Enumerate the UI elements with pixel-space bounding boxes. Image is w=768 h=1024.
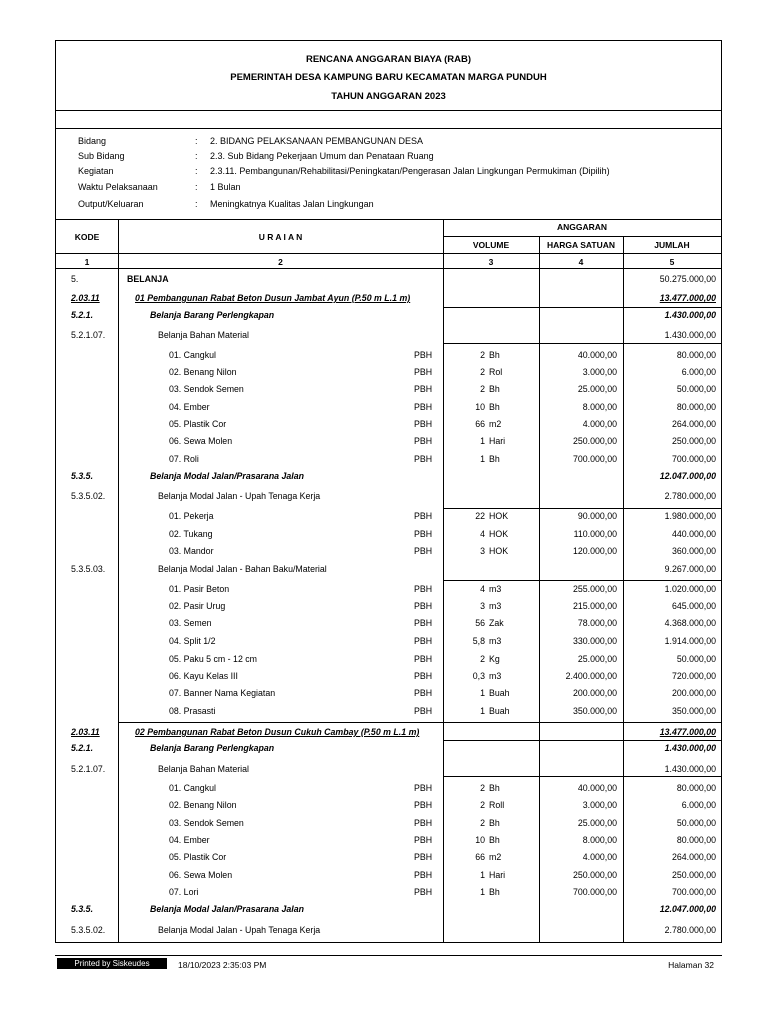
row-uraian: BELANJA <box>127 274 169 284</box>
row-uraian: Belanja Barang Perlengkapan <box>150 310 275 320</box>
divider <box>56 253 721 254</box>
row-jumlah: 80.000,00 <box>676 402 716 412</box>
header-uraian: U R A I A N <box>258 232 303 242</box>
row-jumlah: 1.020.000,00 <box>664 584 716 594</box>
row-satuan: PBH <box>414 601 433 611</box>
row-unit: Bh <box>489 350 500 360</box>
row-jumlah: 720.000,00 <box>671 671 716 681</box>
info-label: Kegiatan <box>78 166 114 176</box>
row-uraian: Belanja Bahan Material <box>158 764 249 774</box>
row-unit: m3 <box>489 584 502 594</box>
row-uraian: 06. Kayu Kelas III <box>169 671 238 681</box>
row-uraian: 02. Pasir Urug <box>169 601 226 611</box>
row-harga-satuan: 4.000,00 <box>582 852 617 862</box>
row-harga-satuan: 250.000,00 <box>572 436 617 446</box>
row-unit: m3 <box>489 601 502 611</box>
row-uraian: 01. Pasir Beton <box>169 584 230 594</box>
row-jumlah: 264.000,00 <box>671 852 716 862</box>
row-jumlah: 1.430.000,00 <box>664 764 716 774</box>
row-volume: 22 <box>475 511 485 521</box>
row-jumlah: 9.267.000,00 <box>664 564 716 574</box>
row-uraian: 06. Sewa Molen <box>169 870 233 880</box>
row-kode: 5.3.5.03. <box>71 564 106 574</box>
row-jumlah: 2.780.000,00 <box>664 925 716 935</box>
row-satuan: PBH <box>414 529 433 539</box>
row-jumlah: 12.047.000,00 <box>659 471 716 481</box>
col-number-5: 5 <box>669 257 675 267</box>
row-volume: 66 <box>475 852 485 862</box>
row-unit: Zak <box>489 618 504 628</box>
col-number-4: 4 <box>578 257 584 267</box>
row-jumlah: 80.000,00 <box>676 350 716 360</box>
row-satuan: PBH <box>414 367 433 377</box>
row-jumlah: 1.980.000,00 <box>664 511 716 521</box>
row-satuan: PBH <box>414 436 433 446</box>
row-uraian: Belanja Modal Jalan - Upah Tenaga Kerja <box>158 491 321 501</box>
row-unit: m2 <box>489 852 502 862</box>
row-volume: 1 <box>480 454 485 464</box>
row-separator <box>443 307 721 308</box>
info-separator: : <box>195 151 198 161</box>
row-jumlah: 6.000,00 <box>681 800 716 810</box>
row-volume: 2 <box>480 818 485 828</box>
row-uraian: 04. Split 1/2 <box>169 636 216 646</box>
row-jumlah: 250.000,00 <box>671 436 716 446</box>
row-satuan: PBH <box>414 688 433 698</box>
row-volume: 3 <box>480 546 485 556</box>
row-uraian: 02. Benang Nilon <box>169 800 237 810</box>
col-divider <box>118 219 119 943</box>
row-kode: 2.03.11 <box>71 727 100 737</box>
row-satuan: PBH <box>414 402 433 412</box>
row-satuan: PBH <box>414 852 433 862</box>
row-jumlah: 360.000,00 <box>671 546 716 556</box>
header-anggaran: ANGGARAN <box>556 222 608 232</box>
row-volume: 0,3 <box>472 671 485 681</box>
row-satuan: PBH <box>414 384 433 394</box>
row-volume: 10 <box>475 402 485 412</box>
row-harga-satuan: 3.000,00 <box>582 367 617 377</box>
row-uraian: 05. Plastik Cor <box>169 852 227 862</box>
row-volume: 2 <box>480 350 485 360</box>
row-volume: 10 <box>475 835 485 845</box>
row-satuan: PBH <box>414 584 433 594</box>
row-harga-satuan: 25.000,00 <box>577 654 617 664</box>
row-jumlah: 645.000,00 <box>671 601 716 611</box>
row-volume: 2 <box>480 783 485 793</box>
row-unit: Rol <box>489 367 503 377</box>
row-satuan: PBH <box>414 454 433 464</box>
info-label: Output/Keluaran <box>78 199 144 209</box>
row-uraian: 01. Cangkul <box>169 350 216 360</box>
row-jumlah: 250.000,00 <box>671 870 716 880</box>
row-harga-satuan: 25.000,00 <box>577 384 617 394</box>
row-uraian: 03. Sendok Semen <box>169 818 244 828</box>
row-separator <box>443 343 721 344</box>
row-kode: 5.3.5.02. <box>71 491 106 501</box>
row-kode: 5.3.5. <box>71 471 94 481</box>
row-volume: 1 <box>480 887 485 897</box>
row-uraian: 04. Ember <box>169 402 210 412</box>
row-uraian: 01 Pembangunan Rabat Beton Dusun Jambat Ayun (P.50 m L.1 m) <box>135 293 411 303</box>
row-uraian: 06. Sewa Molen <box>169 436 233 446</box>
row-harga-satuan: 110.000,00 <box>573 529 617 539</box>
row-separator <box>443 508 721 509</box>
row-satuan: PBH <box>414 887 433 897</box>
divider <box>443 236 721 237</box>
row-volume: 2 <box>480 384 485 394</box>
footer-rule <box>55 955 722 956</box>
row-satuan: PBH <box>414 546 433 556</box>
row-jumlah: 50.000,00 <box>676 818 716 828</box>
row-unit: HOK <box>489 546 509 556</box>
row-harga-satuan: 4.000,00 <box>582 419 617 429</box>
row-satuan: PBH <box>414 800 433 810</box>
row-separator <box>443 776 721 777</box>
row-volume: 2 <box>480 654 485 664</box>
row-harga-satuan: 8.000,00 <box>582 835 617 845</box>
row-kode: 2.03.11 <box>71 293 100 303</box>
row-uraian: 02 Pembangunan Rabat Beton Dusun Cukuh Cambay (P.50 m L.1 m) <box>135 727 420 737</box>
row-volume: 1 <box>480 688 485 698</box>
row-unit: Kg <box>489 654 500 664</box>
row-uraian: Belanja Modal Jalan/Prasarana Jalan <box>150 904 305 914</box>
row-uraian: 01. Cangkul <box>169 783 216 793</box>
col-number-2: 2 <box>278 257 283 267</box>
row-unit: Bh <box>489 818 500 828</box>
row-separator <box>443 580 721 581</box>
row-harga-satuan: 700.000,00 <box>572 887 617 897</box>
divider <box>56 219 721 220</box>
row-volume: 1 <box>480 436 485 446</box>
header-kode: KODE <box>74 232 100 242</box>
row-unit: Bh <box>489 402 500 412</box>
row-unit: m3 <box>489 636 502 646</box>
col-number-1: 1 <box>84 257 90 267</box>
row-jumlah: 50.000,00 <box>676 384 716 394</box>
row-uraian: 02. Tukang <box>169 529 213 539</box>
row-satuan: PBH <box>414 419 433 429</box>
info-separator: : <box>195 166 198 176</box>
row-harga-satuan: 40.000,00 <box>577 350 617 360</box>
row-jumlah: 1.914.000,00 <box>664 636 716 646</box>
row-kode: 5.2.1. <box>71 743 94 753</box>
col-divider <box>443 219 444 943</box>
row-kode: 5. <box>71 274 79 284</box>
row-harga-satuan: 3.000,00 <box>582 800 617 810</box>
fiscal-year: TAHUN ANGGARAN 2023 <box>331 91 446 102</box>
info-value: 2. BIDANG PELAKSANAAN PEMBANGUNAN DESA <box>210 136 424 146</box>
row-uraian: 03. Sendok Semen <box>169 384 244 394</box>
row-kode: 5.3.5. <box>71 904 94 914</box>
row-satuan: PBH <box>414 636 433 646</box>
row-uraian: 05. Paku 5 cm - 12 cm <box>169 654 258 664</box>
row-jumlah: 50.275.000,00 <box>659 274 716 284</box>
row-harga-satuan: 8.000,00 <box>582 402 617 412</box>
header-jumlah: JUMLAH <box>654 240 690 250</box>
row-jumlah: 80.000,00 <box>676 835 716 845</box>
row-satuan: PBH <box>414 350 433 360</box>
row-unit: m3 <box>489 671 502 681</box>
row-harga-satuan: 25.000,00 <box>577 818 617 828</box>
row-jumlah: 200.000,00 <box>671 688 716 698</box>
row-uraian: Belanja Modal Jalan - Bahan Baku/Material <box>158 564 327 574</box>
row-jumlah: 13.477.000,00 <box>659 293 716 303</box>
info-separator: : <box>195 182 198 192</box>
row-jumlah: 12.047.000,00 <box>659 904 716 914</box>
row-harga-satuan: 330.000,00 <box>572 636 617 646</box>
row-uraian: 03. Semen <box>169 618 212 628</box>
row-satuan: PBH <box>414 511 433 521</box>
row-volume: 1 <box>480 706 485 716</box>
row-unit: HOK <box>489 529 509 539</box>
row-unit: Buah <box>489 688 510 698</box>
row-jumlah: 4.368.000,00 <box>664 618 716 628</box>
row-volume: 4 <box>480 529 485 539</box>
row-volume: 2 <box>480 367 485 377</box>
row-uraian: 07. Roli <box>169 454 199 464</box>
row-uraian: 02. Benang Nilon <box>169 367 237 377</box>
document-title: RENCANA ANGGARAN BIAYA (RAB) <box>305 54 472 65</box>
row-unit: Hari <box>489 436 506 446</box>
row-jumlah: 700.000,00 <box>671 454 716 464</box>
info-separator: : <box>195 136 198 146</box>
info-value: Meningkatnya Kualitas Jalan Lingkungan <box>210 199 374 209</box>
row-satuan: PBH <box>414 835 433 845</box>
row-unit: Hari <box>489 870 506 880</box>
row-kode: 5.2.1. <box>71 310 94 320</box>
row-uraian: Belanja Modal Jalan/Prasarana Jalan <box>150 471 305 481</box>
row-uraian: 05. Plastik Cor <box>169 419 227 429</box>
row-jumlah: 1.430.000,00 <box>664 743 716 753</box>
row-volume: 5,8 <box>472 636 485 646</box>
row-unit: Bh <box>489 783 500 793</box>
row-harga-satuan: 700.000,00 <box>572 454 617 464</box>
row-satuan: PBH <box>414 654 433 664</box>
row-kode: 5.2.1.07. <box>71 764 106 774</box>
row-jumlah: 440.000,00 <box>671 529 716 539</box>
row-harga-satuan: 40.000,00 <box>577 783 617 793</box>
row-satuan: PBH <box>414 870 433 880</box>
row-unit: m2 <box>489 419 502 429</box>
info-value: 2.3.11. Pembangunan/Rehabilitasi/Peningkatan/Pengerasan Jalan Lingkungan Permukiman (Dipilih) <box>210 166 610 176</box>
row-jumlah: 700.000,00 <box>671 887 716 897</box>
divider <box>56 268 721 269</box>
row-harga-satuan: 250.000,00 <box>572 870 617 880</box>
row-harga-satuan: 78.000,00 <box>577 618 617 628</box>
row-satuan: PBH <box>414 671 433 681</box>
row-unit: Roll <box>489 800 505 810</box>
row-separator <box>443 740 721 741</box>
row-harga-satuan: 90.000,00 <box>577 511 617 521</box>
row-unit: Bh <box>489 887 500 897</box>
row-satuan: PBH <box>414 818 433 828</box>
row-uraian: 07. Banner Nama Kegiatan <box>169 688 276 698</box>
row-unit: HOK <box>489 511 509 521</box>
row-uraian: Belanja Barang Perlengkapan <box>150 743 275 753</box>
row-volume: 66 <box>475 419 485 429</box>
divider <box>56 128 721 129</box>
row-unit: Bh <box>489 835 500 845</box>
divider <box>56 110 721 111</box>
row-jumlah: 1.430.000,00 <box>664 330 716 340</box>
info-label: Sub Bidang <box>78 151 125 161</box>
row-satuan: PBH <box>414 618 433 628</box>
row-harga-satuan: 350.000,00 <box>572 706 617 716</box>
row-jumlah: 13.477.000,00 <box>659 727 716 737</box>
row-uraian: 04. Ember <box>169 835 210 845</box>
row-harga-satuan: 2.400.000,00 <box>565 671 617 681</box>
row-kode: 5.3.5.02. <box>71 925 106 935</box>
row-uraian: 01. Pekerja <box>169 511 214 521</box>
header-volume: VOLUME <box>472 240 510 250</box>
row-separator <box>118 722 721 723</box>
row-uraian: Belanja Modal Jalan - Upah Tenaga Kerja <box>158 925 321 935</box>
printed-by-badge: Printed by Siskeudes <box>57 958 167 969</box>
row-satuan: PBH <box>414 783 433 793</box>
info-label: Waktu Pelaksanaan <box>78 182 158 192</box>
document-subtitle: PEMERINTAH DESA KAMPUNG BARU KECAMATAN MARGA PUNDUH <box>230 72 547 83</box>
info-label: Bidang <box>78 136 107 146</box>
row-unit: Buah <box>489 706 510 716</box>
row-volume: 56 <box>475 618 485 628</box>
row-jumlah: 264.000,00 <box>671 419 716 429</box>
row-uraian: 08. Prasasti <box>169 706 216 716</box>
row-uraian: 07. Lori <box>169 887 199 897</box>
row-volume: 1 <box>480 870 485 880</box>
col-number-3: 3 <box>488 257 494 267</box>
row-harga-satuan: 215.000,00 <box>572 601 617 611</box>
row-uraian: Belanja Bahan Material <box>158 330 249 340</box>
row-unit: Bh <box>489 384 500 394</box>
print-datetime: 18/10/2023 2:35:03 PM <box>178 960 267 970</box>
row-jumlah: 80.000,00 <box>676 783 716 793</box>
info-value: 2.3. Sub Bidang Pekerjaan Umum dan Penataan Ruang <box>210 151 434 161</box>
row-jumlah: 2.780.000,00 <box>664 491 716 501</box>
header-harga-satuan: HARGA SATUAN <box>547 240 615 250</box>
row-kode: 5.2.1.07. <box>71 330 106 340</box>
info-value: 1 Bulan <box>210 182 241 192</box>
row-jumlah: 350.000,00 <box>671 706 716 716</box>
row-harga-satuan: 255.000,00 <box>572 584 617 594</box>
row-volume: 3 <box>480 601 485 611</box>
row-jumlah: 1.430.000,00 <box>664 310 716 320</box>
row-volume: 4 <box>480 584 485 594</box>
row-satuan: PBH <box>414 706 433 716</box>
row-jumlah: 6.000,00 <box>681 367 716 377</box>
info-separator: : <box>195 199 198 209</box>
row-jumlah: 50.000,00 <box>676 654 716 664</box>
row-unit: Bh <box>489 454 500 464</box>
row-volume: 2 <box>480 800 485 810</box>
row-harga-satuan: 120.000,00 <box>572 546 617 556</box>
row-uraian: 03. Mandor <box>169 546 214 556</box>
row-harga-satuan: 200.000,00 <box>572 688 617 698</box>
page-number: Halaman 32 <box>668 960 714 970</box>
